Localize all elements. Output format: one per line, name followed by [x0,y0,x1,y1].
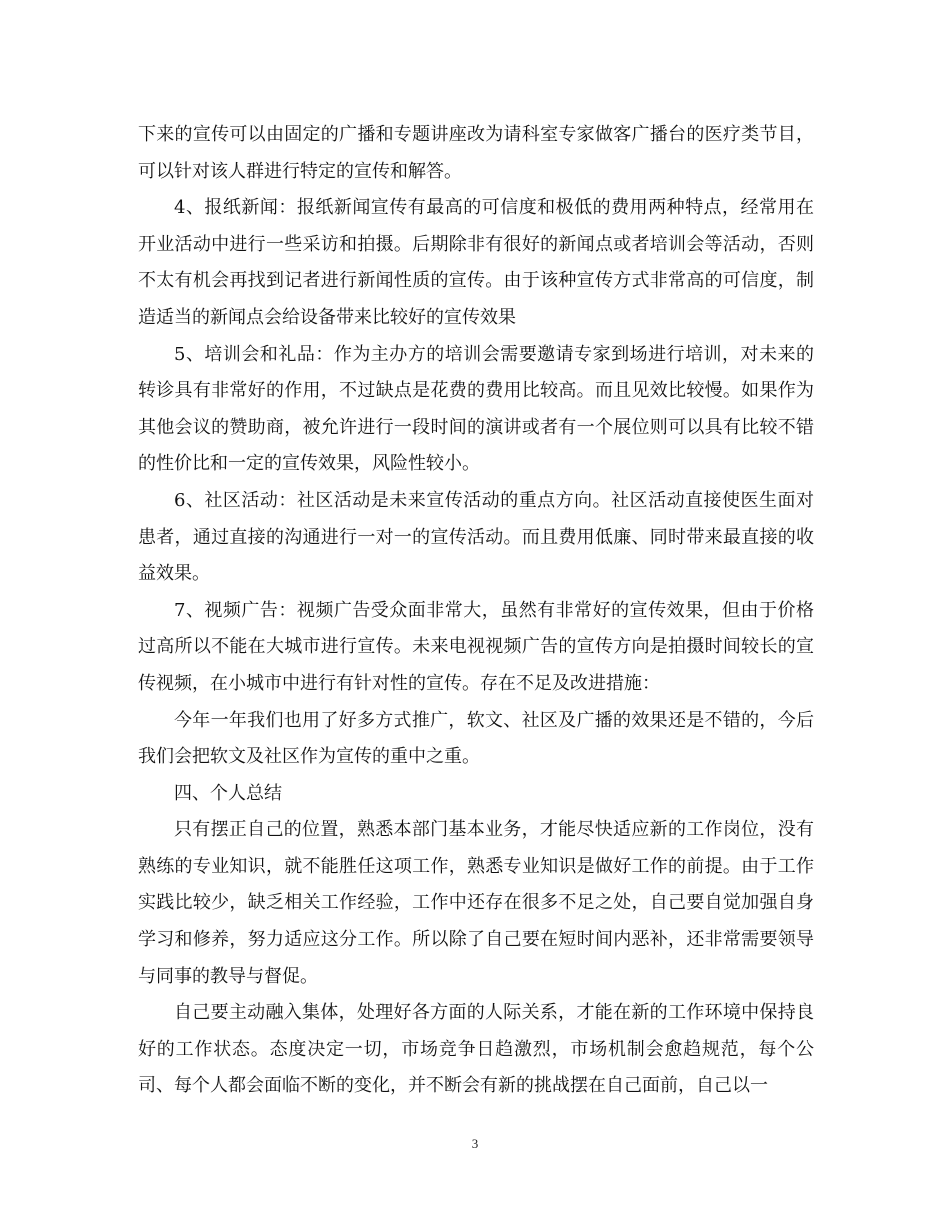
paragraph-1: 下来的宣传可以由固定的广播和专题讲座改为请科室专家做客广播台的医疗类节目，可以针对该人群进行特定的宣传和解答。 [138,124,814,182]
paragraph-4: 6、社区活动：社区活动是未来宣传活动的重点方向。社区活动直接使医生面对患者，通过直接的沟通进行一对一的宣传活动。而且费用低廉、同时带来最直接的收益效果。 [138,489,814,585]
section-heading: 四、个人总结 [174,782,282,804]
paragraph-6: 今年一年我们也用了好多方式推广，软文、社区及广播的效果还是不错的，今后我们会把软文及社区作为宣传的重中之重。 [138,709,814,768]
page-number: 3 [471,1136,479,1151]
paragraph-5: 7、视频广告：视频广告受众面非常大，虽然有非常好的宣传效果，但由于价格过高所以不能在大城市进行宣传。未来电视视频广告的宣传方向是拍摄时间较长的宣传视频，在小城市中进行有针对性的宣传。存在不足及改进措施： [138,599,814,694]
document-body [138,117,814,1105]
paragraph-3: 5、培训会和礼品：作为主办方的培训会需要邀请专家到场进行培训，对未来的转诊具有非常好的作用，不过缺点是花费的费用比较高。而且见效比较慢。如果作为其他会议的赞助商，被允许进行一段时间的演讲或者有一个展位则可以具有比较不错的性价比和一定的宣传效果，风险性较小。 [138,343,814,475]
paragraph-8: 自己要主动融入集体，处理好各方面的人际关系，才能在新的工作环境中保持良好的工作状态。态度决定一切，市场竞争日趋激烈，市场机制会愈趋规范，每个公司、每个人都会面临不断的变化，并不断会有新的挑战摆在自己面前，自己以一 [138,1002,814,1097]
paragraph-7: 只有摆正自己的位置，熟悉本部门基本业务，才能尽快适应新的工作岗位，没有熟练的专业知识，就不能胜任这项工作，熟悉专业知识是做好工作的前提。由于工作实践比较少，缺乏相关工作经验，工作中还存在很多不足之处，自己要自觉加强自身学习和修养，努力适应这分工作。所以除了自己要在短时间内恶补，还非常需要领导与同事的教导与督促。 [138,819,814,987]
paragraph-2: 4、报纸新闻：报纸新闻宣传有最高的可信度和极低的费用两种特点，经常用在开业活动中进行一些采访和拍摄。后期除非有很好的新闻点或者培训会等活动，否则不太有机会再找到记者进行新闻性质的宣传。由于该种宣传方式非常高的可信度，制造适当的新闻点会给设备带来比较好的宣传效果 [138,197,814,328]
